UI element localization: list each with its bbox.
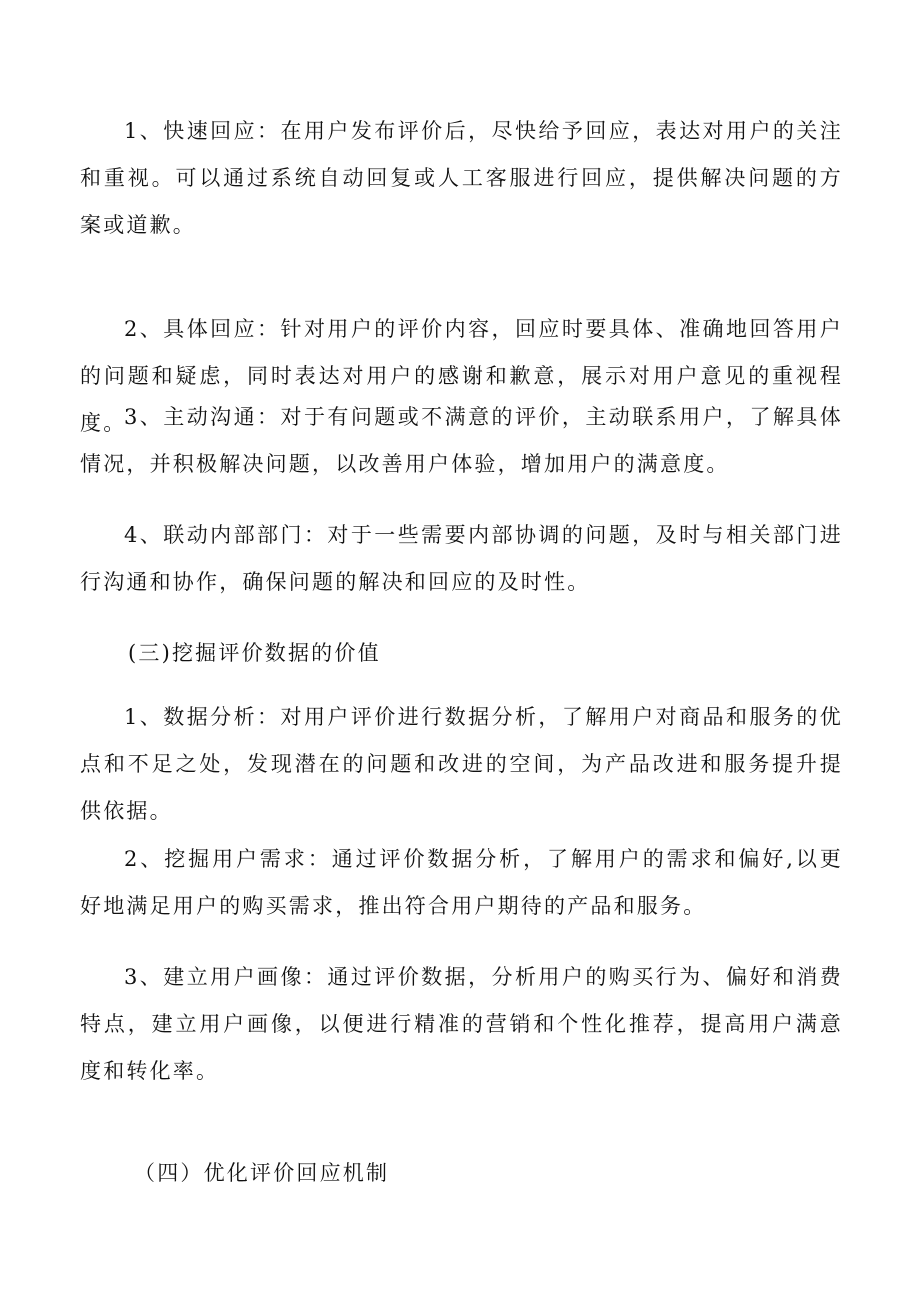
paragraph-data-analysis: 1、数据分析：对用户评价进行数据分析，了解用户对商品和服务的优点和不足之处，发现潜在的问题和改进的空间，为产品改进和服务提升提供依据。: [80, 705, 843, 823]
section-heading-4: （四）优化评价回应机制: [134, 1161, 390, 1185]
section-heading-3: (三)挖掘评价数据的价值: [128, 641, 381, 665]
paragraph-quick-response: 1、快速回应：在用户发布评价后，尽快给予回应，表达对用户的关注和重视。可以通过系统自动回复或人工客服进行回应，提供解决问题的方案或道歉。: [80, 119, 843, 237]
paragraph-active-communication: 3、主动沟通：对于有问题或不满意的评价，主动联系用户，了解具体情况，并积极解决问题，以改善用户体验，增加用户的满意度。: [80, 405, 843, 476]
paragraph-user-profile: 3、建立用户画像：通过评价数据，分析用户的购买行为、偏好和消费特点，建立用户画像，以便进行精准的营销和个性化推荐，提高用户满意度和转化率。: [80, 965, 843, 1083]
paragraph-specific-response: 2、具体回应：针对用户的评价内容，回应时要具体、准确地回答用户的问题和疑虑，同时表达对用户的感谢和歉意，展示对用户意见的重视程度。: [80, 317, 843, 435]
paragraph-user-needs: 2、挖掘用户需求：通过评价数据分析，了解用户的需求和偏好,以更好地满足用户的购买需求，推出符合用户期待的产品和服务。: [80, 847, 843, 918]
paragraph-internal-coordination: 4、联动内部部门：对于一些需要内部协调的问题，及时与相关部门进行沟通和协作，确保问题的解决和回应的及时性。: [80, 523, 843, 594]
